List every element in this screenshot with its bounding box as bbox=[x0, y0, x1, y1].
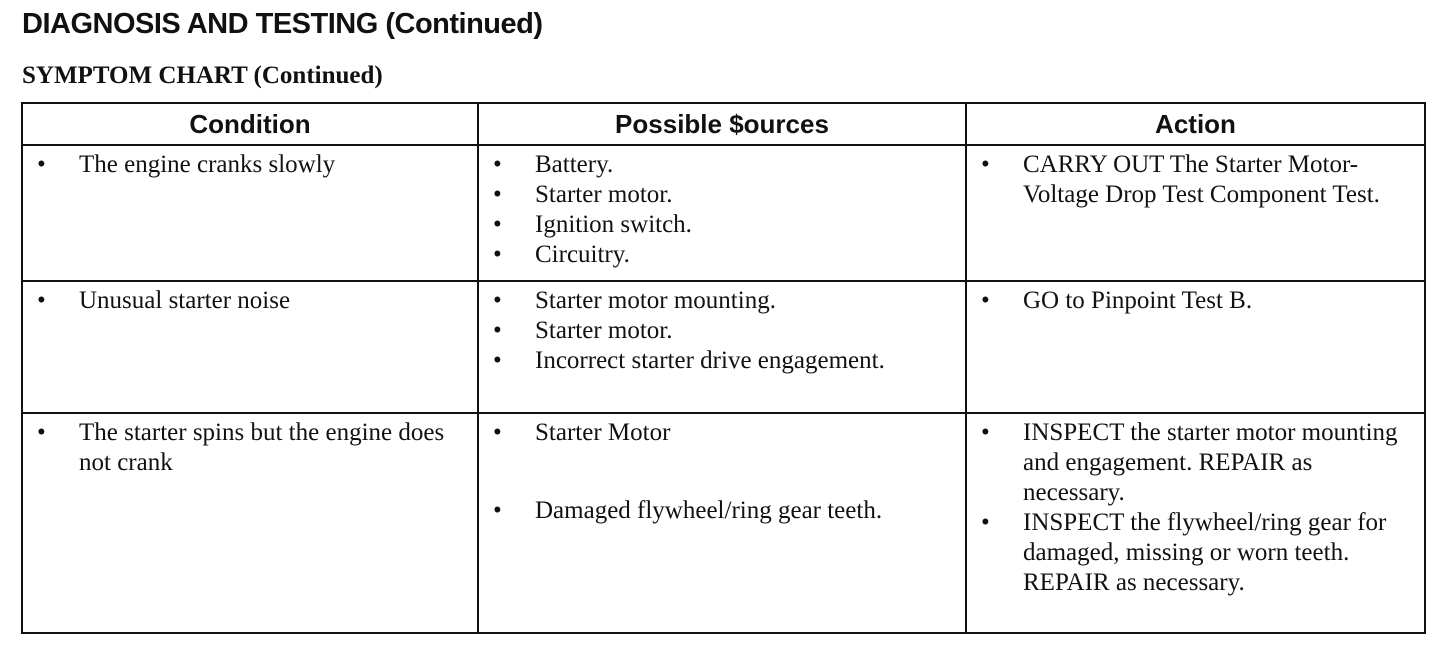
table-header-row bbox=[22, 103, 1425, 145]
condition-cell bbox=[22, 145, 478, 281]
source-item: • Damaged flywheel/ring gear teeth. bbox=[479, 496, 957, 526]
column-header-action: Action bbox=[966, 103, 1425, 145]
source-item: • Incorrect starter drive engagement. bbox=[479, 346, 957, 376]
condition-cell bbox=[22, 413, 478, 633]
source-item: • Starter motor. bbox=[479, 316, 957, 346]
column-header-possible-sources: Possible $ources bbox=[478, 103, 966, 145]
condition-item: • Unusual starter noise bbox=[23, 286, 469, 316]
source-item: • Starter motor mounting. bbox=[479, 286, 957, 316]
table-row bbox=[22, 413, 1425, 633]
action-cell bbox=[966, 145, 1425, 281]
action-item: • INSPECT the flywheel/ring gear for damaged, missing or worn teeth. REPAIR as necessary. bbox=[967, 508, 1416, 598]
sources-cell bbox=[478, 145, 966, 281]
condition-cell bbox=[22, 281, 478, 413]
action-cell bbox=[966, 281, 1425, 413]
action-cell bbox=[966, 413, 1425, 633]
source-item: • Ignition switch. bbox=[479, 210, 957, 240]
action-item: • CARRY OUT The Starter Motor-Voltage Drop Test Component Test. bbox=[967, 150, 1416, 210]
sources-cell bbox=[478, 413, 966, 633]
section-title: SYMPTOM CHART (Continued) bbox=[22, 62, 383, 89]
sources-cell bbox=[478, 281, 966, 413]
condition-item: • The starter spins but the engine does not crank bbox=[23, 418, 469, 478]
symptom-chart-table bbox=[21, 102, 1426, 634]
action-item: • INSPECT the starter motor mounting and engagement. REPAIR as necessary. bbox=[967, 418, 1416, 508]
source-item: • Starter Motor bbox=[479, 418, 957, 448]
page-title: DIAGNOSIS AND TESTING (Continued) bbox=[22, 8, 543, 40]
table-row bbox=[22, 281, 1425, 413]
source-item: • Circuitry. bbox=[479, 240, 957, 270]
action-item: • GO to Pinpoint Test B. bbox=[967, 286, 1416, 316]
source-item: • Starter motor. bbox=[479, 180, 957, 210]
column-header-condition: Condition bbox=[22, 103, 478, 145]
source-item: • Battery. bbox=[479, 150, 957, 180]
condition-item: • The engine cranks slowly bbox=[23, 150, 469, 180]
table-row bbox=[22, 145, 1425, 281]
